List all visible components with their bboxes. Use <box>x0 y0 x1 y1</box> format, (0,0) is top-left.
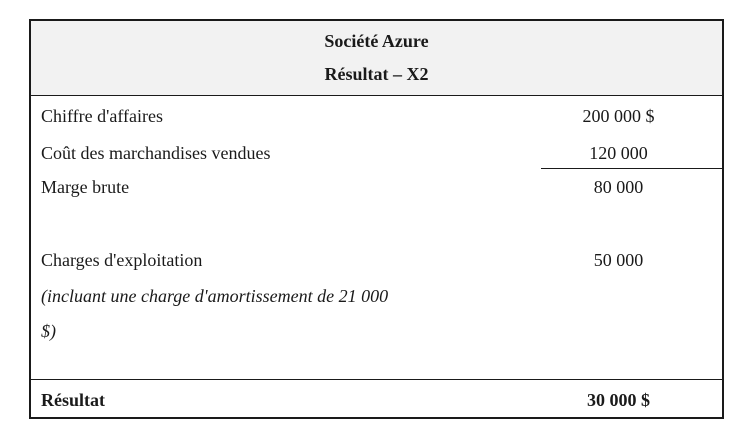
cogs-value: 120 000 <box>589 143 648 163</box>
gross-margin-value: 80 000 <box>593 177 644 197</box>
operating-expenses-value: 50 000 <box>593 250 644 270</box>
cogs-label: Coût des marchandises vendues <box>41 143 271 163</box>
amortization-note-line1: (incluant une charge d'amortissement de 21 000 <box>41 286 389 306</box>
operating-expenses-label: Charges d'exploitation <box>41 250 203 270</box>
net-income-value: 30 000 $ <box>587 390 650 410</box>
statement-header <box>31 21 722 96</box>
total-rule <box>31 379 722 380</box>
company-name: Société Azure <box>324 31 429 51</box>
subtotal-rule <box>541 168 724 169</box>
net-income-label: Résultat <box>41 390 105 410</box>
revenue-label: Chiffre d'affaires <box>41 106 164 126</box>
revenue-value: 200 000 $ <box>582 106 655 126</box>
gross-margin-label: Marge brute <box>41 177 130 197</box>
income-statement <box>29 19 724 419</box>
amortization-note-line2: $) <box>41 321 56 341</box>
statement-title: Résultat – X2 <box>324 64 429 84</box>
